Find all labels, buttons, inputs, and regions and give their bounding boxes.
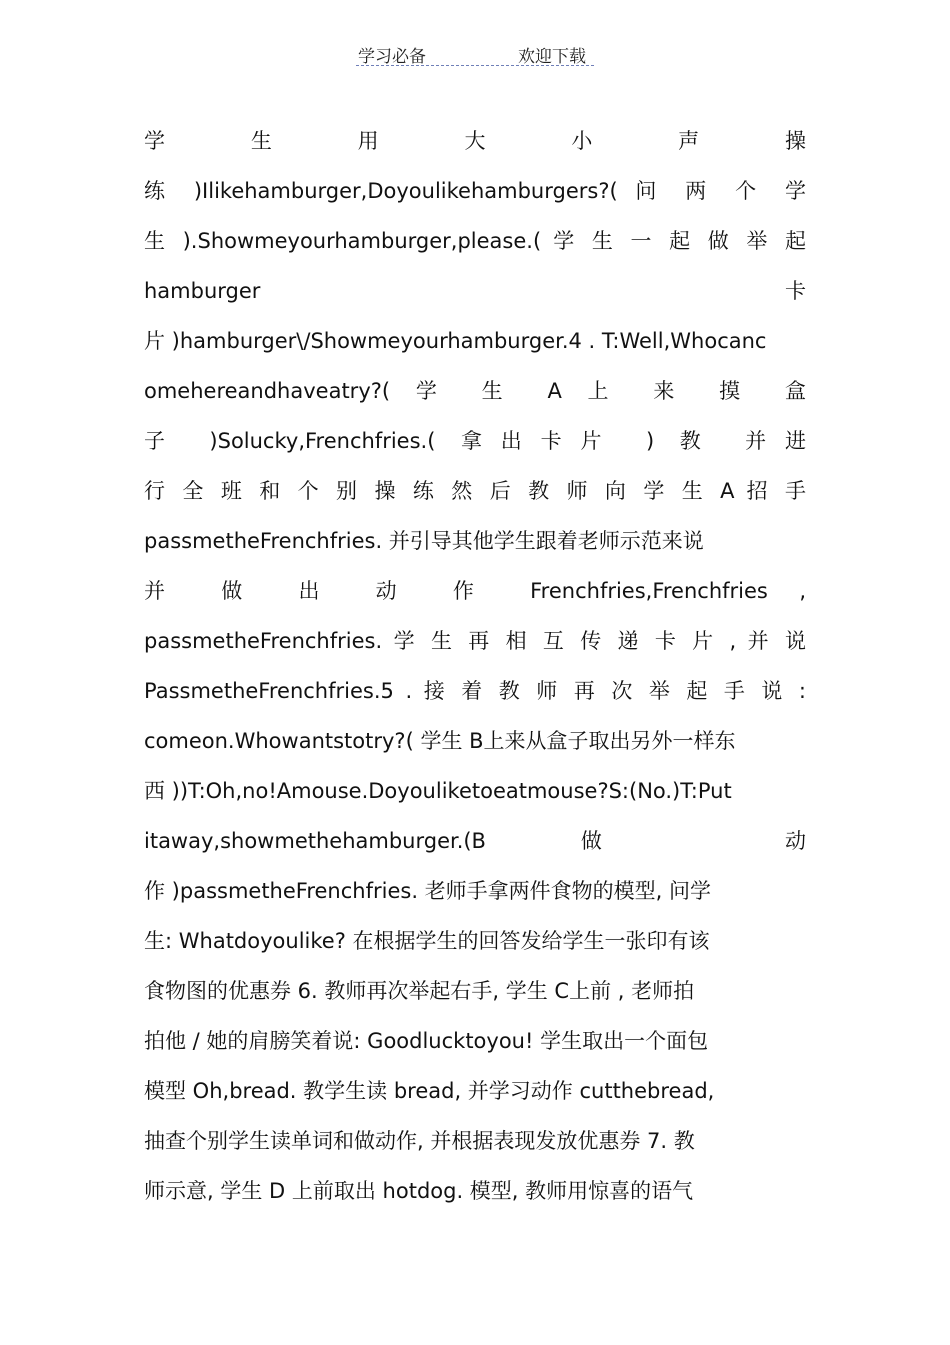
text-line: 行 全 班 和 个 别 操 练 然 后 教 师 向 学 生 A 招 手 (144, 479, 806, 503)
text-line: 食物图的优惠券 6. 教师再次举起右手, 学生 C上前 , 老师拍 (144, 979, 695, 1003)
text-line: 模型 Oh,bread. 教学生读 bread, 并学习动作 cutthebread, (144, 1079, 715, 1103)
text-line: passmetheFrenchfries. 学 生 再 相 互 传 递 卡 片 , 并 说 (144, 629, 806, 653)
header-right-text: 欢迎下载 (518, 47, 586, 67)
document-body (144, 116, 806, 1216)
text-line: 作 )passmetheFrenchfries. 老师手拿两件食物的模型, 问学 (144, 879, 712, 903)
text-line: 片 )hamburger\/Showmeyourhamburger.4 . T:Well,Whocanc (144, 329, 767, 353)
header-left-text: 学习必备 (358, 47, 426, 67)
text-line: hamburger 卡 (144, 279, 806, 303)
page-header (356, 40, 594, 66)
text-line: 生: Whatdoyoulike? 在根据学生的回答发给学生一张印有该 (144, 929, 710, 953)
text-line: PassmetheFrenchfries.5 . 接 着 教 师 再 次 举 起 手 说 : (144, 679, 806, 703)
text-line: comeon.Whowantstotry?( 学生 B上来从盒子取出另外一样东 (144, 729, 736, 753)
text-line: omehereandhaveatry?( 学 生 A 上 来 摸 盒 (144, 379, 806, 403)
text-line: 学 生 用 大 小 声 操 (144, 129, 806, 153)
text-line: 并 做 出 动 作 Frenchfries,Frenchfries , (144, 579, 806, 603)
text-line: passmetheFrenchfries. 并引导其他学生跟着老师示范来说 (144, 529, 704, 553)
text-line: 拍他 / 她的肩膀笑着说: Goodlucktoyou! 学生取出一个面包 (144, 1029, 709, 1053)
text-line: 师示意, 学生 D 上前取出 hotdog. 模型, 教师用惊喜的语气 (144, 1179, 694, 1203)
text-line: 练 )Ilikehamburger,Doyoulikehamburgers?( 问 两 个 学 (144, 179, 806, 203)
text-line: 生 ).Showmeyourhamburger,please.( 学 生 一 起 做 举 起 (144, 229, 806, 253)
text-line: 抽查个别学生读单词和做动作, 并根据表现发放优惠券 7. 教 (144, 1129, 695, 1153)
text-line: itaway,showmethehamburger.(B 做 动 (144, 829, 806, 853)
text-line: 西 ))T:Oh,no!Amouse.Doyouliketoeatmouse?S:(No.)T:Put (144, 779, 732, 803)
text-line: 子 )Solucky,Frenchfries.( 拿出卡片 ) 教 并进 (144, 429, 806, 453)
